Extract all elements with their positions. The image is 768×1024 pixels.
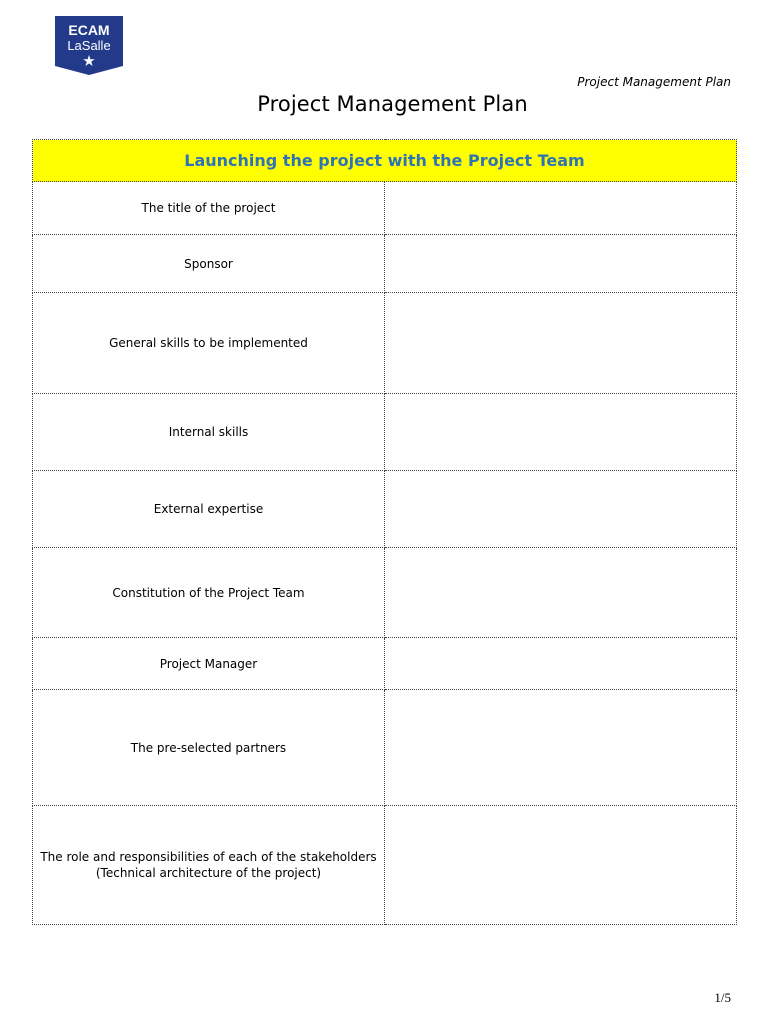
table-row xyxy=(33,548,737,638)
row-label: The role and responsibilities of each of the stakeholders (Technical architecture of the project) xyxy=(33,806,385,925)
table-row xyxy=(33,182,737,235)
table-row xyxy=(33,394,737,471)
row-label: General skills to be implemented xyxy=(33,293,385,394)
row-value-field[interactable] xyxy=(385,235,737,293)
row-value-field[interactable] xyxy=(385,548,737,638)
plan-table xyxy=(32,139,737,925)
table-row xyxy=(33,471,737,548)
row-label: Internal skills xyxy=(33,394,385,471)
table-row xyxy=(33,235,737,293)
banner-row xyxy=(33,140,737,182)
row-value-field[interactable] xyxy=(385,182,737,235)
row-value-field[interactable] xyxy=(385,293,737,394)
ecam-lasalle-logo xyxy=(55,16,123,75)
logo-line1: ECAM xyxy=(68,22,110,38)
page-title: Project Management Plan xyxy=(257,92,528,116)
table-row xyxy=(33,690,737,806)
table-row xyxy=(33,638,737,690)
running-header: Project Management Plan xyxy=(577,75,731,89)
row-value-field[interactable] xyxy=(385,690,737,806)
row-label: Sponsor xyxy=(33,235,385,293)
row-label: The pre-selected partners xyxy=(33,690,385,806)
table-row xyxy=(33,806,737,925)
row-value-field[interactable] xyxy=(385,471,737,548)
row-label: Project Manager xyxy=(33,638,385,690)
row-value-field[interactable] xyxy=(385,806,737,925)
page-number: 1/5 xyxy=(714,990,731,1005)
row-label: External expertise xyxy=(33,471,385,548)
row-value-field[interactable] xyxy=(385,394,737,471)
row-label: The title of the project xyxy=(33,182,385,235)
section-banner: Launching the project with the Project Team xyxy=(33,140,737,182)
logo-line2: LaSalle xyxy=(67,38,111,53)
row-label: Constitution of the Project Team xyxy=(33,548,385,638)
table-row xyxy=(33,293,737,394)
row-value-field[interactable] xyxy=(385,638,737,690)
